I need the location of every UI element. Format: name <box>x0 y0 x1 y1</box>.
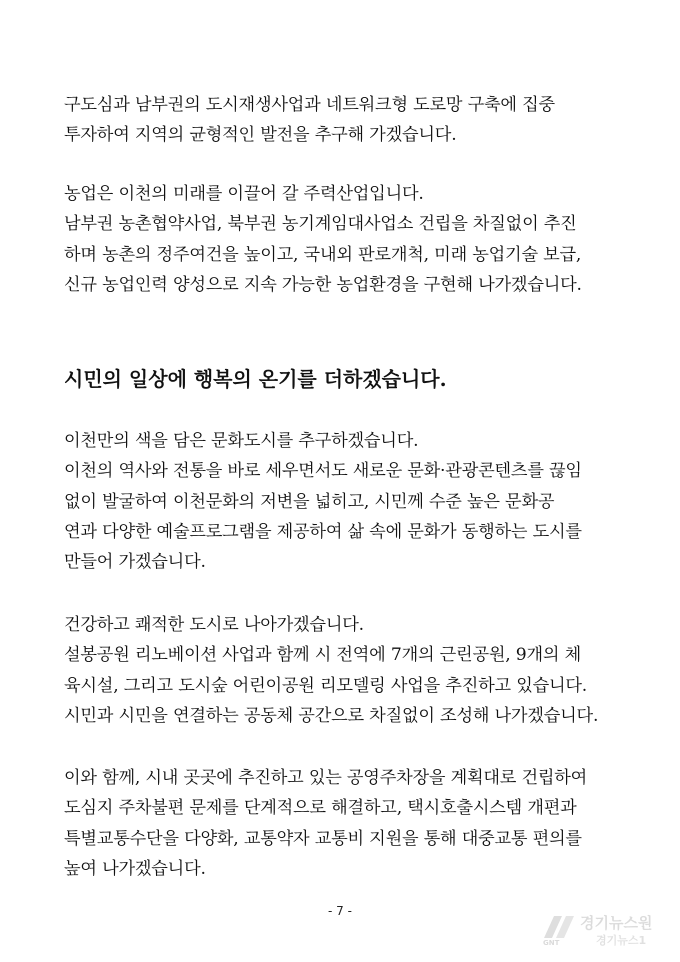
paragraph-2-line-2: 남부권 농촌협약사업, 북부권 농기계임대사업소 건립을 차질없이 추진 <box>64 214 577 234</box>
paragraph-2-line-4: 신규 농업인력 양성으로 지속 가능한 농업환경을 구현해 나가겠습니다. <box>64 275 582 295</box>
paragraph-5-line-2: 도심지 주차불편 문제를 단계적으로 해결하고, 택시호출시스템 개편과 <box>64 798 577 818</box>
paragraph-5-line-3: 특별교통수단을 다양화, 교통약자 교통비 지원을 통해 대중교통 편의를 <box>64 829 582 849</box>
logo-letters: GNT <box>543 939 560 946</box>
page-number: - 7 - <box>328 904 352 918</box>
paragraph-2-line-3: 하며 농촌의 정주여건을 높이고, 국내외 판로개척, 미래 농업기술 보급, <box>64 245 582 265</box>
paragraph-3-line-3: 없이 발굴하여 이천문화의 저변을 넓히고, 시민께 수준 높은 문화공 <box>64 492 555 512</box>
news-logo-icon <box>540 910 578 946</box>
paragraph-3-line-2: 이천의 역사와 전통을 바로 세우면서도 새로운 문화·관광콘텐츠를 끊임 <box>64 461 582 481</box>
paragraph-5-line-4: 높여 나가겠습니다. <box>64 859 206 879</box>
paragraph-4-line-4: 시민과 시민을 연결하는 공동체 공간으로 차질없이 조성해 나가겠습니다. <box>64 706 599 726</box>
paragraph-4-line-2: 설봉공원 리노베이션 사업과 함께 시 전역에 7개의 근린공원, 9개의 체 <box>64 645 581 665</box>
paragraph-4-line-1: 건강하고 쾌적한 도시로 나아가겠습니다. <box>64 615 364 635</box>
paragraph-1-line-1: 구도심과 남부권의 도시재생사업과 네트워크형 도로망 구축에 집중 <box>64 95 555 115</box>
paragraph-4-line-3: 육시설, 그리고 도시숲 어린이공원 리모델링 사업을 추진하고 있습니다. <box>64 676 588 696</box>
paragraph-2-line-1: 농업은 이천의 미래를 이끌어 갈 주력산업입니다. <box>64 184 424 204</box>
paragraph-1-line-2: 투자하여 지역의 균형적인 발전을 추구해 가겠습니다. <box>64 125 457 145</box>
watermark-subname: 경기뉴스1 <box>596 934 647 947</box>
paragraph-3-line-4: 연과 다양한 예술프로그램을 제공하여 삶 속에 문화가 동행하는 도시를 <box>64 522 582 542</box>
paragraph-5-line-1: 이와 함께, 시내 곳곳에 추진하고 있는 공영주차장을 계획대로 건립하여 <box>64 768 588 788</box>
news-watermark <box>540 908 670 954</box>
paragraph-3-line-5: 만들어 가겠습니다. <box>64 552 206 572</box>
paragraph-3-line-1: 이천만의 색을 담은 문화도시를 추구하겠습니다. <box>64 431 419 451</box>
watermark-name: 경기뉴스원 <box>580 914 653 932</box>
section-heading: 시민의 일상에 행복의 온기를 더하겠습니다. <box>64 367 447 391</box>
